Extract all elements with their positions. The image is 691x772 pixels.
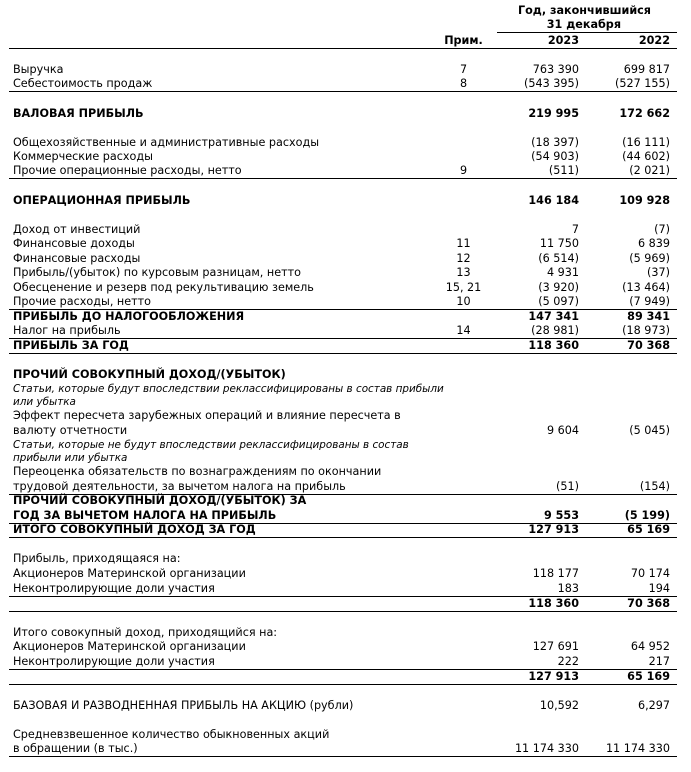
row-investment-income (0, 223, 691, 238)
row-profit-attr-title (0, 552, 691, 567)
row-profit-for-year (0, 339, 691, 354)
cost-of-sales-label-cell: Себестоимость продаж (13, 77, 153, 90)
fx-gain-loss-a-cell: 4 931 (546, 266, 579, 279)
row-remeasurement-2 (0, 480, 691, 495)
ci-parent-label-cell: Акционеров Материнской организации (13, 640, 246, 653)
cost-of-sales-a-cell: (543 395) (524, 77, 579, 90)
eps-label-cell: БАЗОВАЯ И РАЗВОДНЕННАЯ ПРИБЫЛЬ НА АКЦИЮ (рубли) (13, 699, 354, 712)
row-ci-parent (0, 640, 691, 655)
row-remeasurement-1 (0, 465, 691, 480)
profit-for-year-b-cell: 70 368 (627, 339, 670, 352)
cost-of-sales-b-cell: (527 155) (615, 77, 670, 90)
row-profit-parent (0, 567, 691, 582)
rule-after-ci-attr-total (9, 684, 677, 685)
other-operating-note-cell: 9 (459, 164, 468, 177)
profit-parent-a-cell: 118 177 (532, 567, 579, 580)
finance-costs-label-cell: Финансовые расходы (13, 252, 141, 265)
fx-gain-loss-b-cell: (37) (647, 266, 670, 279)
rule-after-opex (9, 178, 677, 179)
profit-for-year-a-cell: 118 360 (528, 339, 579, 352)
total-ci-label-cell: ИТОГО СОВОКУПНЫЙ ДОХОД ЗА ГОД (13, 523, 256, 536)
impairment-label-cell: Обесценение и резерв под рекультивацию земель (13, 281, 314, 294)
impairment-a-cell: (3 920) (538, 281, 579, 294)
income-tax-b-cell: (18 973) (622, 324, 670, 337)
other-expenses-label-cell: Прочие расходы, нетто (13, 295, 152, 308)
row-ci-nci (0, 655, 691, 670)
admin-expenses-b-cell: (16 111) (622, 136, 670, 149)
ci-nci-label-cell: Неконтролирующие доли участия (13, 655, 215, 668)
year-2022-header: 2022 (638, 34, 670, 47)
row-profit-before-tax (0, 310, 691, 325)
oci-net-1-label-cell: ПРОЧИЙ СОВОКУПНЫЙ ДОХОД/(УБЫТОК) ЗА (13, 494, 307, 507)
income-tax-note-cell: 14 (456, 324, 471, 337)
row-finance-income (0, 237, 691, 252)
total-ci-a-cell: 127 913 (528, 523, 579, 536)
shares-1-label-cell: Средневзвешенное количество обыкновенных акций (13, 728, 330, 741)
gross-profit-b-cell: 172 662 (619, 107, 670, 120)
row-revenue (0, 63, 691, 78)
ci-attr-title-label-cell: Итого совокупный доход, приходящийся на: (13, 626, 278, 639)
other-operating-b-cell: (2 021) (629, 164, 670, 177)
gross-profit-label-cell: ВАЛОВАЯ ПРИБЫЛЬ (13, 107, 144, 120)
row-shares-1 (0, 728, 691, 743)
other-operating-label-cell: Прочие операционные расходы, нетто (13, 164, 242, 177)
admin-expenses-a-cell: (18 397) (531, 136, 579, 149)
investment-income-a-cell: 7 (571, 223, 579, 236)
impairment-b-cell: (13 464) (622, 281, 670, 294)
shares-2-label-cell: в обращении (в тыс.) (13, 742, 138, 755)
row-other-operating (0, 164, 691, 179)
row-fx-translation-2 (0, 424, 691, 439)
investment-income-label-cell: Доход от инвестиций (13, 223, 141, 236)
period-underline (497, 32, 677, 33)
row-oci-net-2 (0, 509, 691, 524)
oci-net-2-a-cell: 9 553 (543, 509, 579, 522)
eps-a-cell: 10,592 (539, 699, 579, 712)
selling-expenses-a-cell: (54 903) (531, 150, 579, 163)
income-tax-a-cell: (28 981) (531, 324, 579, 337)
ci-attr-total-b-cell: 65 169 (627, 670, 670, 683)
column-header-row (0, 34, 691, 49)
remeasurement-2-b-cell: (154) (639, 480, 670, 493)
admin-expenses-label-cell: Общехозяйственные и административные расходы (13, 136, 320, 149)
profit-before-tax-label-cell: ПРИБЫЛЬ ДО НАЛОГООБЛОЖЕНИЯ (13, 310, 245, 323)
row-profit-nci (0, 582, 691, 597)
rule-after-profit-year (9, 353, 677, 354)
remeasurement-2-a-cell: (51) (556, 480, 579, 493)
remeasurement-2-label-cell: трудовой деятельности, за вычетом налога на прибыль (13, 480, 346, 493)
row-admin-expenses (0, 136, 691, 151)
row-income-tax (0, 324, 691, 339)
fx-gain-loss-note-cell: 13 (456, 266, 471, 279)
fx-translation-1-label-cell: Эффект пересчета зарубежных операций и влияние пересчета в (13, 409, 401, 422)
row-ci-attr-title (0, 626, 691, 641)
shares-2-a-cell: 11 174 330 (514, 742, 579, 755)
revenue-label-cell: Выручка (13, 63, 64, 76)
profit-nci-a-cell: 183 (557, 582, 579, 595)
fx-translation-2-label-cell: валюту отчетности (13, 424, 128, 437)
ci-parent-a-cell: 127 691 (532, 640, 579, 653)
impairment-note-cell: 15, 21 (445, 281, 482, 294)
investment-income-b-cell: (7) (654, 223, 670, 236)
profit-for-year-label-cell: ПРИБЫЛЬ ЗА ГОД (13, 339, 129, 352)
rule-after-profit-attr-total (9, 611, 677, 612)
row-profit-attr-total (0, 597, 691, 612)
row-other-expenses (0, 295, 691, 310)
income-tax-label-cell: Налог на прибыль (13, 324, 121, 337)
profit-nci-label-cell: Неконтролирующие доли участия (13, 582, 215, 595)
eps-b-cell: 6,297 (637, 699, 670, 712)
row-total-ci (0, 523, 691, 538)
oci-title-label-cell: ПРОЧИЙ СОВОКУПНЫЙ ДОХОД/(УБЫТОК) (13, 368, 286, 381)
ci-attr-total-a-cell: 127 913 (528, 670, 579, 683)
row-ci-attr-total (0, 670, 691, 685)
row-gross-profit (0, 107, 691, 122)
finance-income-label-cell: Финансовые доходы (13, 237, 135, 250)
rule-bottom (9, 756, 677, 757)
total-ci-b-cell: 65 169 (627, 523, 670, 536)
row-shares-2 (0, 742, 691, 757)
profit-attr-total-a-cell: 118 360 (528, 597, 579, 610)
oci-net-2-label-cell: ГОД ЗА ВЫЧЕТОМ НАЛОГА НА ПРИБЫЛЬ (13, 509, 277, 522)
finance-income-a-cell: 11 750 (539, 237, 579, 250)
finance-income-note-cell: 11 (456, 237, 471, 250)
period-header-line-1 (0, 4, 691, 19)
profit-parent-label-cell: Акционеров Материнской организации (13, 567, 246, 580)
row-cost-of-sales (0, 77, 691, 92)
revenue-note-cell: 7 (459, 63, 468, 76)
period-label-2: 31 декабря (546, 18, 621, 31)
fx-translation-2-a-cell: 9 604 (546, 424, 579, 437)
row-fx-translation-1 (0, 409, 691, 424)
selling-expenses-b-cell: (44 602) (622, 150, 670, 163)
row-oci-title (0, 368, 691, 383)
finance-costs-a-cell: (6 514) (538, 252, 579, 265)
row-impairment (0, 281, 691, 296)
fx-translation-2-b-cell: (5 045) (629, 424, 670, 437)
header-rule (9, 48, 677, 49)
finance-costs-b-cell: (5 969) (629, 252, 670, 265)
period-header-line-2 (0, 18, 691, 33)
oci-noreclass-2-label-cell: прибыли или убытка (13, 452, 128, 464)
ci-parent-b-cell: 64 952 (630, 640, 670, 653)
oci-net-2-b-cell: (5 199) (624, 509, 670, 522)
row-fx-gain-loss (0, 266, 691, 281)
other-expenses-b-cell: (7 949) (629, 295, 670, 308)
profit-before-tax-b-cell: 89 341 (627, 310, 670, 323)
operating-profit-b-cell: 109 928 (619, 194, 670, 207)
oci-reclass-1-label-cell: Статьи, которые будут впоследствии реклассифицированы в состав прибыли (13, 383, 444, 395)
revenue-b-cell: 699 817 (623, 63, 670, 76)
cost-of-sales-note-cell: 8 (459, 77, 468, 90)
selling-expenses-label-cell: Коммерческие расходы (13, 150, 153, 163)
period-label-1: Год, закончившийся (517, 4, 651, 17)
operating-profit-a-cell: 146 184 (528, 194, 579, 207)
other-expenses-a-cell: (5 097) (538, 295, 579, 308)
gross-profit-a-cell: 219 995 (528, 107, 579, 120)
oci-reclass-2-label-cell: или убытка (13, 396, 76, 408)
row-operating-profit (0, 194, 691, 209)
year-2023-header: 2023 (547, 34, 579, 47)
row-selling-expenses (0, 150, 691, 165)
row-oci-net-1 (0, 494, 691, 509)
fx-gain-loss-label-cell: Прибыль/(убыток) по курсовым разницам, нетто (13, 266, 301, 279)
revenue-a-cell: 763 390 (532, 63, 579, 76)
rule-after-cost (9, 91, 677, 92)
profit-parent-b-cell: 70 174 (630, 567, 670, 580)
other-operating-a-cell: (511) (548, 164, 579, 177)
profit-before-tax-a-cell: 147 341 (528, 310, 579, 323)
row-eps (0, 699, 691, 714)
ci-nci-b-cell: 217 (648, 655, 670, 668)
finance-income-b-cell: 6 839 (637, 237, 670, 250)
row-finance-costs (0, 252, 691, 267)
ci-nci-a-cell: 222 (557, 655, 579, 668)
profit-nci-b-cell: 194 (648, 582, 670, 595)
remeasurement-1-label-cell: Переоценка обязательств по вознаграждениям по окончании (13, 465, 382, 478)
profit-attr-title-label-cell: Прибыль, приходящаяся на: (13, 552, 181, 565)
shares-2-b-cell: 11 174 330 (605, 742, 670, 755)
other-expenses-note-cell: 10 (456, 295, 471, 308)
oci-noreclass-1-label-cell: Статьи, которые не будут впоследствии реклассифицированы в состав (13, 439, 409, 451)
operating-profit-label-cell: ОПЕРАЦИОННАЯ ПРИБЫЛЬ (13, 194, 191, 207)
finance-costs-note-cell: 12 (456, 252, 471, 265)
profit-attr-total-b-cell: 70 368 (627, 597, 670, 610)
note-column-header: Прим. (444, 34, 483, 47)
rule-after-total-ci (9, 537, 677, 538)
